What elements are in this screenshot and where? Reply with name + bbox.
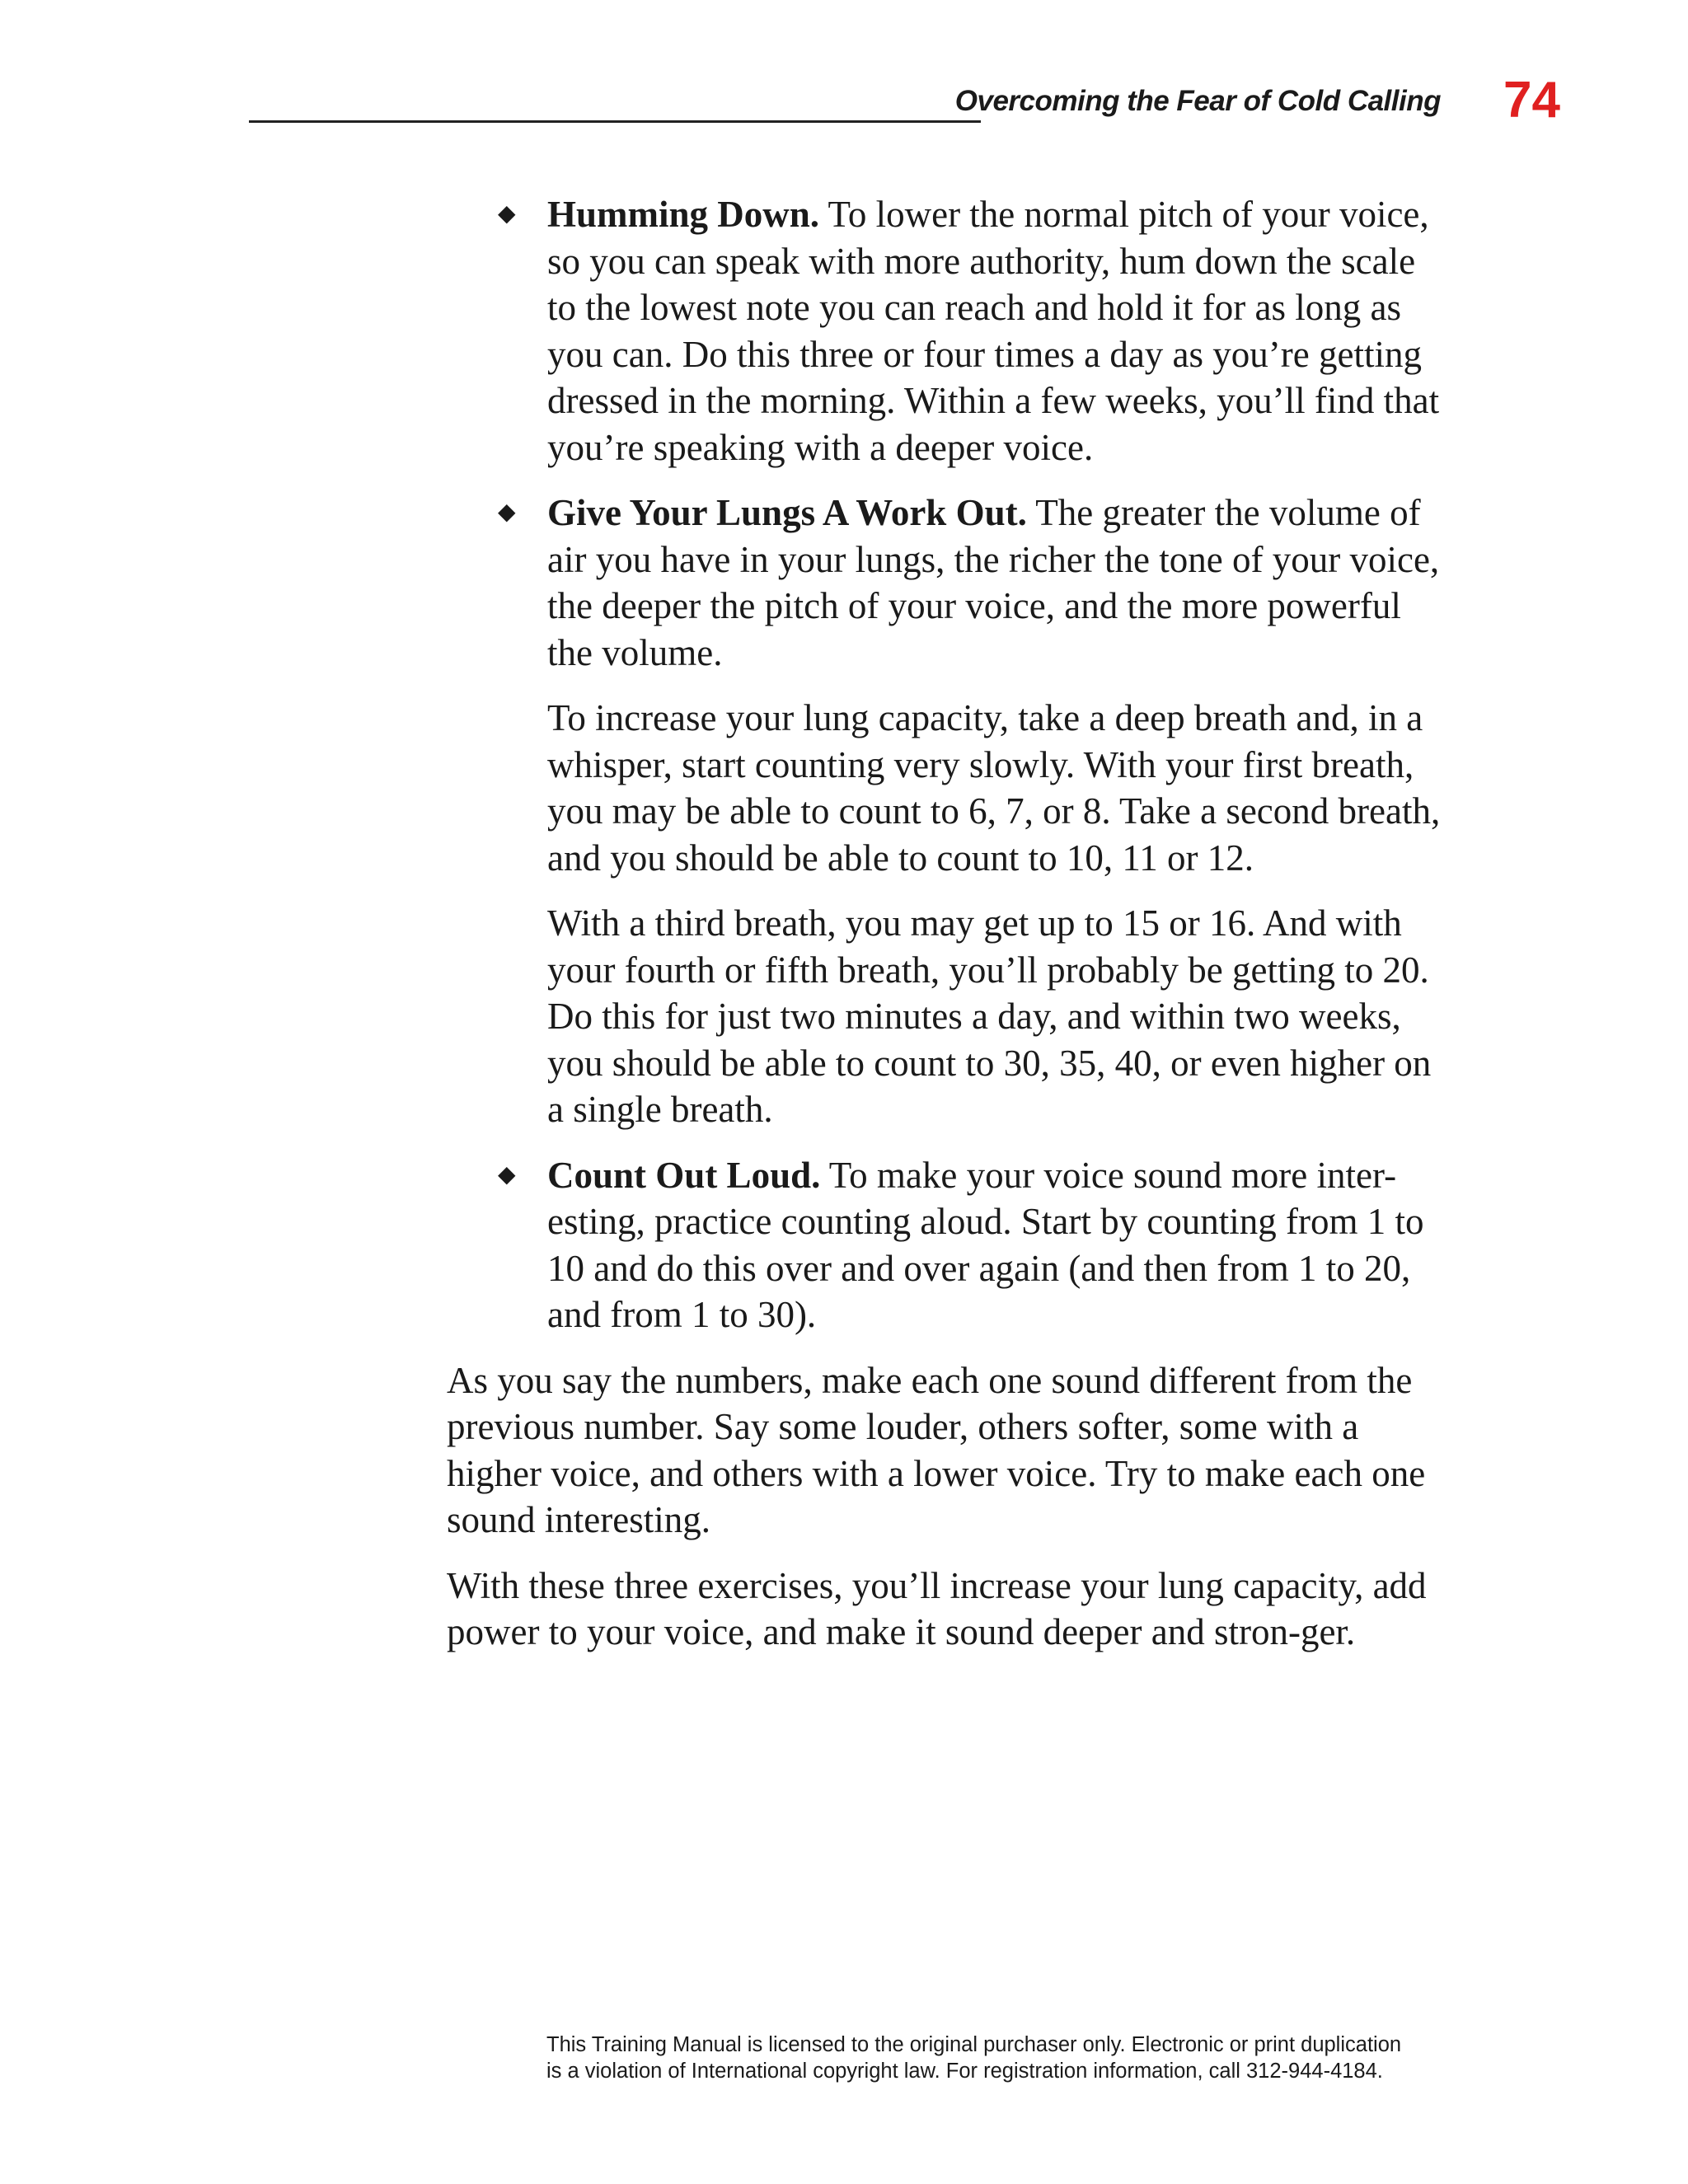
- header-rule: [249, 120, 981, 123]
- page-number: 74: [1503, 72, 1560, 129]
- footer-line: This Training Manual is licensed to the original purchaser only. Electronic or print duplication: [546, 2033, 1402, 2056]
- bullet-continuation-paragraph: To increase your lung capacity, take a deep breath and, in a whisper, start counting very slowly. With your first breath, you may be able to count to 6, 7, or 8. Take a second breath, and you should be able to count to 10, 11 or 12.: [547, 697, 1441, 879]
- bullet-continuation-paragraph: With a third breath, you may get up to 15 or 16. And with your fourth or fifth breath, you’ll probably be getting to 20. Do this for just two minutes a day, and within two weeks, you should be able to count to 30, 35, 40, or even higher on a single breath.: [547, 902, 1432, 1130]
- bullet-paragraph: [547, 191, 1444, 471]
- diamond-bullet-icon: ◆: [498, 1161, 516, 1188]
- bullet-heading: Give Your Lungs A Work Out.: [547, 492, 1027, 533]
- bullet-item-count-out-loud: [447, 1152, 1444, 1338]
- bullet-text: To make your voice sound more inter-esting, practice counting aloud. Start by counting from 1 to 10 and do this over and over again (and then from 1 to 20, and from 1 to 30).: [547, 1154, 1424, 1335]
- body-paragraph: As you say the numbers, make each one sound different from the previous number. Say some louder, others softer, some with a higher voice, and others with a lower voice. Try to make each one sound interesting.: [447, 1359, 1426, 1540]
- bullet-item-lungs-work-out: [447, 490, 1444, 1133]
- bullet-item-humming-down: [447, 191, 1444, 471]
- footer-line: is a violation of International copyright law. For registration information, call 312-944-4184.: [546, 2060, 1383, 2083]
- bullet-paragraph: [547, 1152, 1444, 1338]
- copyright-footer: [546, 2032, 1453, 2084]
- bullet-heading: Count Out Loud.: [547, 1154, 821, 1196]
- body-paragraph: With these three exercises, you’ll increase your lung capacity, add power to your voice, and make it sound deeper and stron-ger.: [447, 1564, 1427, 1652]
- diamond-bullet-icon: ◆: [498, 499, 516, 525]
- bullet-heading: Humming Down.: [547, 194, 820, 235]
- running-header-title: Overcoming the Fear of Cold Calling: [954, 85, 1441, 117]
- main-content: [447, 191, 1444, 1675]
- bullet-paragraph: [547, 490, 1444, 676]
- bullet-text: The greater the volume of air you have in your lungs, the richer the tone of your voice, the deeper the pitch of your voice, and the more powerful the volume.: [547, 492, 1440, 673]
- bullet-text: To lower the normal pitch of your voice, so you can speak with more authority, hum down the scale to the lowest note you can reach and hold it for as long as you can. Do this three or four times a day as you’re getting dressed in the morning. Within a few weeks, you’ll find that you’re speaking with a deeper voice.: [547, 194, 1440, 468]
- diamond-bullet-icon: ◆: [498, 201, 516, 227]
